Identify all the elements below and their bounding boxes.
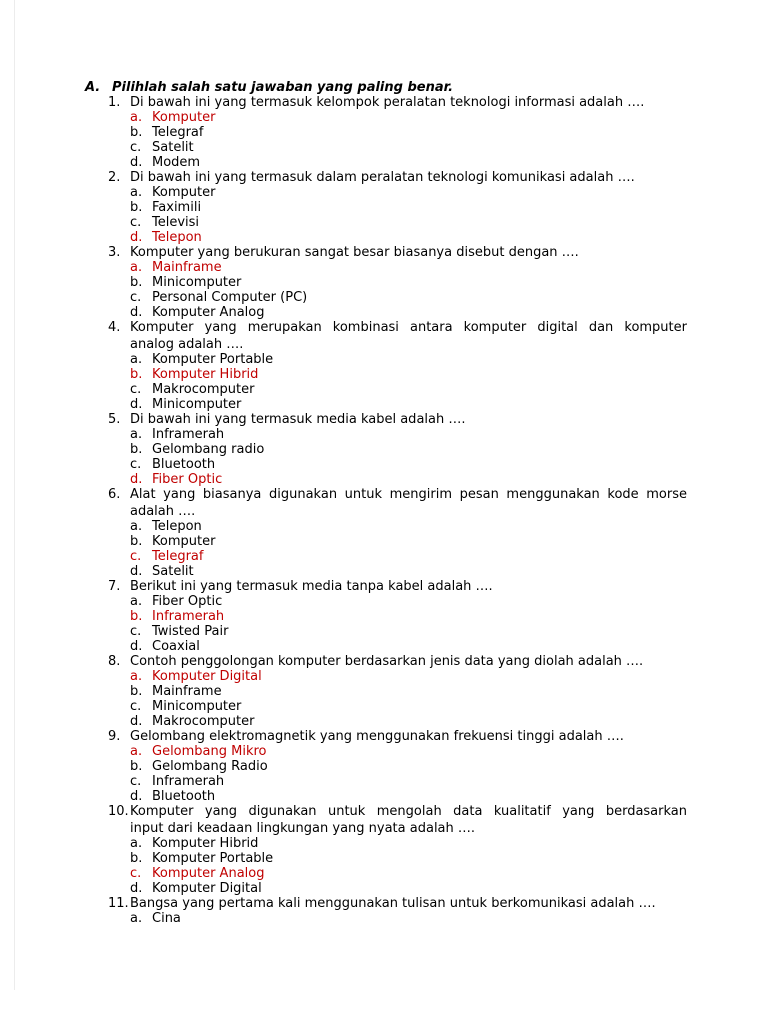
question-number: 9. [108,729,121,744]
question-row [85,579,687,594]
answer-option-correct [85,472,687,487]
option-text: Inframerah [152,427,225,442]
answer-option [85,442,687,457]
answer-option [85,305,687,320]
question-text [130,95,687,110]
answer-option [85,759,687,774]
question-text-line: Alat yang biasanya digunakan untuk mengirim pesan menggunakan kode morse [130,487,687,502]
answer-option [85,624,687,639]
option-label: c. [130,457,142,472]
option-label: c. [130,215,142,230]
option-text: Komputer Digital [152,669,262,684]
question-text-line: Di bawah ini yang termasuk kelompok peralatan teknologi informasi adalah …. [130,95,645,110]
question-row [85,245,687,260]
option-label: a. [130,110,143,125]
option-label: c. [130,624,142,639]
option-label: a. [130,260,143,275]
option-label: b. [130,684,143,699]
option-list [85,352,687,412]
option-text: Komputer Digital [152,881,262,896]
option-label: c. [130,140,142,155]
option-text: Minicomputer [152,397,242,412]
option-label: d. [130,714,143,729]
option-text: Gelombang Mikro [152,744,267,759]
answer-option-correct [85,230,687,245]
answer-option [85,714,687,729]
question-text-line: Komputer yang merupakan kombinasi antara komputer digital dan komputer [130,320,687,335]
question-text [130,170,687,185]
option-list [85,110,687,170]
question-text [130,654,687,669]
option-label: b. [130,125,143,140]
question-text [130,412,687,427]
question-text [130,579,687,594]
option-list [85,669,687,729]
option-text: Inframerah [152,774,225,789]
question-number: 7. [108,579,121,594]
option-text: Fiber Optic [152,472,223,487]
option-label: a. [130,427,143,442]
option-label: d. [130,789,143,804]
question-item [85,412,687,487]
option-label: c. [130,382,142,397]
option-label: a. [130,836,143,851]
option-list [85,519,687,579]
answer-option [85,684,687,699]
option-label: a. [130,744,143,759]
option-list [85,260,687,320]
question-number: 6. [108,487,121,502]
answer-option [85,911,687,926]
option-label: d. [130,397,143,412]
question-text [130,804,687,836]
option-text: Faximili [152,200,202,215]
option-text: Cina [152,911,181,926]
option-label: b. [130,200,143,215]
answer-option [85,352,687,367]
option-label: a. [130,352,143,367]
option-text: Komputer Portable [152,352,274,367]
answer-option-correct [85,609,687,624]
answer-option [85,397,687,412]
option-text: Telepon [152,519,202,534]
question-row [85,412,687,427]
option-text: Gelombang Radio [152,759,268,774]
question-number: 10. [108,804,129,819]
option-label: a. [130,594,143,609]
option-text: Telegraf [152,549,204,564]
option-label: b. [130,442,143,457]
question-row [85,729,687,744]
option-text: Komputer [152,110,216,125]
option-text: Fiber Optic [152,594,223,609]
answer-option [85,774,687,789]
answer-option [85,290,687,305]
answer-option [85,125,687,140]
question-row [85,170,687,185]
option-label: b. [130,851,143,866]
option-text: Komputer [152,185,216,200]
option-label: d. [130,564,143,579]
answer-option [85,851,687,866]
answer-option [85,185,687,200]
option-text: Bluetooth [152,789,216,804]
option-label: a. [130,185,143,200]
answer-option [85,881,687,896]
option-text: Coaxial [152,639,200,654]
option-label: b. [130,275,143,290]
option-label: d. [130,472,143,487]
option-text: Minicomputer [152,699,242,714]
option-label: b. [130,534,143,549]
option-list [85,427,687,487]
option-label: c. [130,699,142,714]
question-list [85,95,687,926]
question-row [85,95,687,110]
option-text: Komputer Hibrid [152,836,259,851]
option-text: Telegraf [152,125,204,140]
option-text: Minicomputer [152,275,242,290]
option-text: Modem [152,155,201,170]
answer-option [85,215,687,230]
question-row [85,654,687,669]
section-heading [85,80,687,95]
option-label: c. [130,549,142,564]
question-row [85,487,687,519]
question-text [130,729,687,744]
option-text: Telepon [152,230,202,245]
option-label: d. [130,230,143,245]
answer-option-correct [85,367,687,382]
option-text: Makrocomputer [152,714,255,729]
question-row [85,320,687,352]
option-text: Inframerah [152,609,225,624]
answer-option [85,639,687,654]
option-label: d. [130,639,143,654]
option-label: d. [130,305,143,320]
question-number: 1. [108,95,121,110]
document-body [85,80,687,926]
answer-option-correct [85,866,687,881]
answer-option-correct [85,744,687,759]
option-label: d. [130,155,143,170]
question-number: 11. [108,896,129,911]
answer-option [85,836,687,851]
option-text: Bluetooth [152,457,216,472]
answer-option [85,594,687,609]
option-list [85,836,687,896]
option-label: a. [130,669,143,684]
question-number: 4. [108,320,121,335]
option-text: Personal Computer (PC) [152,290,308,305]
answer-option [85,564,687,579]
option-label: c. [130,290,142,305]
question-item [85,170,687,245]
question-text-line: Komputer yang berukuran sangat besar biasanya disebut dengan …. [130,245,579,260]
option-list [85,911,687,926]
option-text: Komputer Analog [152,305,265,320]
question-row [85,804,687,836]
option-label: b. [130,609,143,624]
option-text: Komputer [152,534,216,549]
answer-option [85,200,687,215]
answer-option [85,140,687,155]
option-text: Makrocomputer [152,382,255,397]
answer-option [85,275,687,290]
option-label: b. [130,367,143,382]
option-text: Televisi [152,215,200,230]
question-text-continuation: adalah …. [130,504,196,519]
answer-option [85,457,687,472]
option-text: Komputer Hibrid [152,367,259,382]
option-label: d. [130,881,143,896]
option-text: Twisted Pair [152,624,229,639]
option-text: Komputer Analog [152,866,265,881]
option-text: Mainframe [152,260,222,275]
answer-option-correct [85,669,687,684]
answer-option [85,534,687,549]
option-label: c. [130,774,142,789]
question-item [85,487,687,579]
question-text-line: Contoh penggolongan komputer berdasarkan jenis data yang diolah adalah …. [130,654,644,669]
section-title: Pilihlah salah satu jawaban yang paling benar. [112,80,454,95]
question-item [85,896,687,926]
question-item [85,579,687,654]
answer-option-correct [85,110,687,125]
answer-option [85,789,687,804]
question-item [85,804,687,896]
option-label: a. [130,519,143,534]
question-text-line: Di bawah ini yang termasuk dalam peralatan teknologi komunikasi adalah …. [130,170,635,185]
question-text [130,245,687,260]
question-text [130,896,687,911]
answer-option [85,519,687,534]
answer-option [85,699,687,714]
answer-option [85,155,687,170]
question-text-line: Komputer yang digunakan untuk mengolah data kualitatif yang berdasarkan [130,804,687,819]
question-text-line: Berikut ini yang termasuk media tanpa kabel adalah …. [130,579,493,594]
question-text [130,320,687,352]
option-list [85,185,687,245]
question-text-line: Bangsa yang pertama kali menggunakan tulisan untuk berkomunikasi adalah …. [130,896,656,911]
question-text-line: Gelombang elektromagnetik yang menggunakan frekuensi tinggi adalah …. [130,729,624,744]
option-list [85,594,687,654]
question-text [130,487,687,519]
question-item [85,245,687,320]
question-number: 8. [108,654,121,669]
question-text-continuation: input dari keadaan lingkungan yang nyata adalah …. [130,821,476,836]
option-text: Komputer Portable [152,851,274,866]
question-text-continuation: analog adalah …. [130,337,244,352]
question-number: 3. [108,245,121,260]
option-text: Satelit [152,140,194,155]
question-item [85,95,687,170]
page-edge [14,0,15,990]
answer-option [85,382,687,397]
question-item [85,654,687,729]
option-label: a. [130,911,143,926]
answer-option-correct [85,549,687,564]
option-label: b. [130,759,143,774]
question-number: 2. [108,170,121,185]
option-text: Mainframe [152,684,222,699]
option-text: Gelombang radio [152,442,265,457]
question-row [85,896,687,911]
question-item [85,729,687,804]
question-text-line: Di bawah ini yang termasuk media kabel adalah …. [130,412,466,427]
section-letter: A. [85,80,101,95]
answer-option-correct [85,260,687,275]
option-text: Satelit [152,564,194,579]
option-list [85,744,687,804]
question-item [85,320,687,412]
option-label: c. [130,866,142,881]
question-number: 5. [108,412,121,427]
answer-option [85,427,687,442]
